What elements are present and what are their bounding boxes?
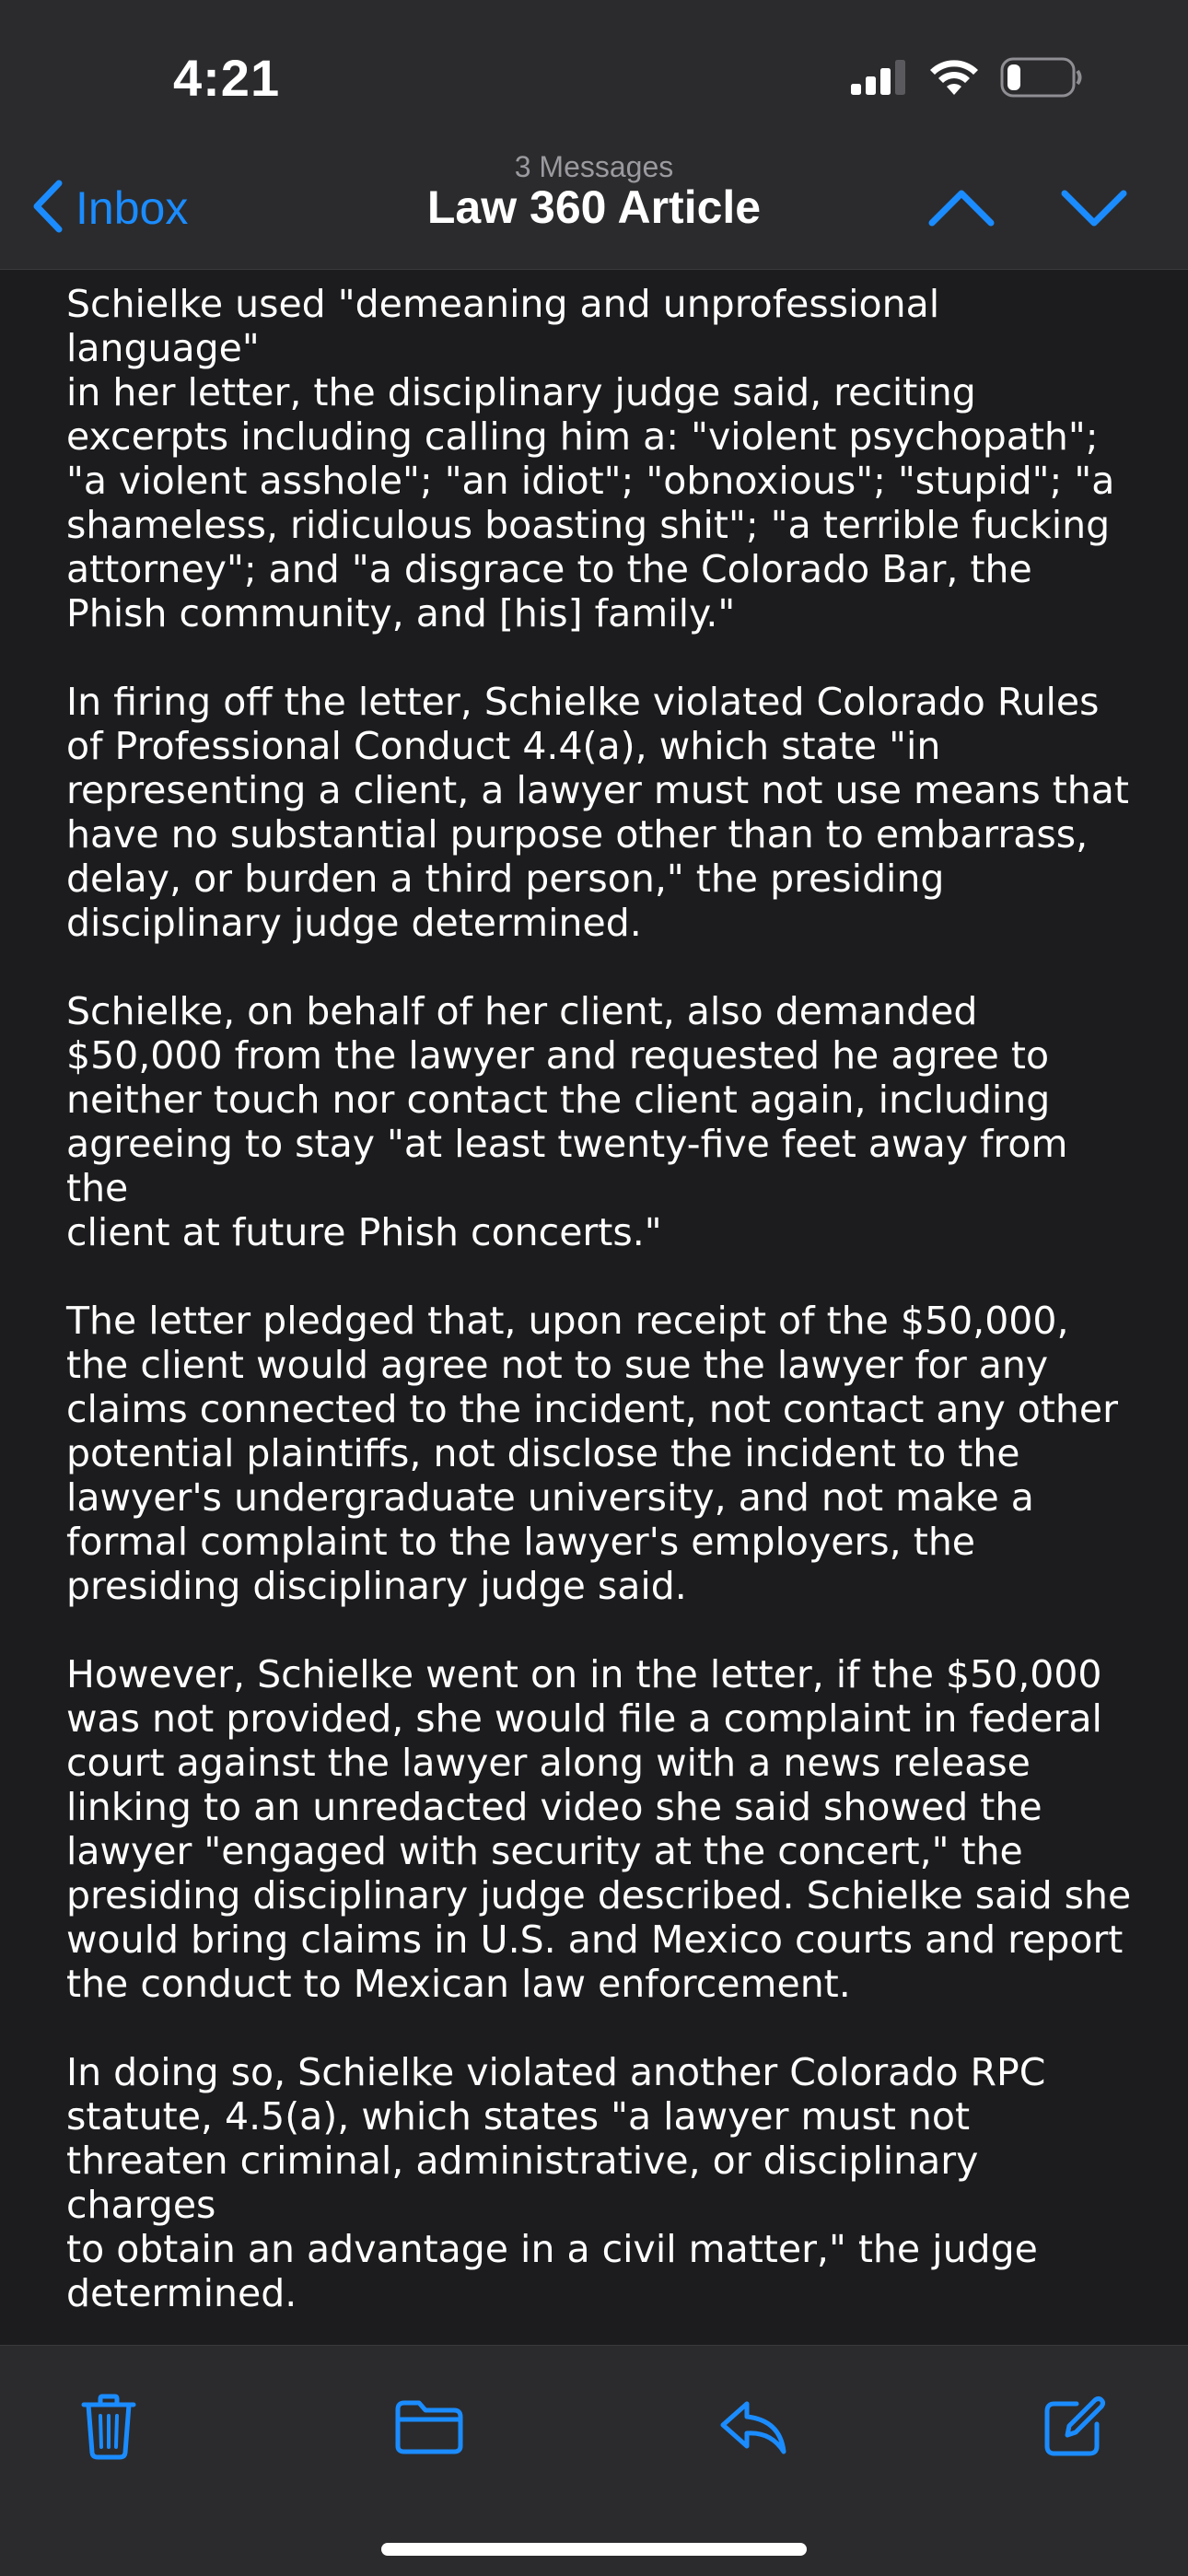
battery-icon: [1000, 57, 1083, 101]
chevron-up-icon: [926, 222, 996, 239]
move-to-folder-button[interactable]: [392, 2392, 466, 2465]
top-bar: [0, 0, 1188, 270]
compose-button[interactable]: [1037, 2392, 1111, 2465]
message-count: 3 Messages: [514, 150, 674, 183]
compose-icon: [1042, 2395, 1106, 2463]
cellular-signal-icon: [851, 60, 908, 99]
page-title: Law 360 Article: [426, 181, 762, 233]
reply-button[interactable]: [716, 2392, 790, 2465]
status-time: 4:21: [173, 49, 281, 107]
bottom-toolbar: [0, 2345, 1188, 2576]
message-body: [66, 282, 1135, 2345]
body-paragraph: The letter pledged that, upon receipt of the $50,000, the client would agree not to sue the lawyer for any claims connected to the incident, not contact any other potential plaintiffs, not disclose the incident to the lawyer's undergraduate university, and not make a formal complaint to the lawyer's employers, the presiding disciplinary judge said.: [66, 1299, 1118, 1608]
body-paragraph: Schielke used "demeaning and unprofessional language" in her letter, the disciplinary judge said, reciting excerpts including calling him a: "violent psychopath"; "a violent asshole"; "an idiot"; "obnoxious"; "stupid"; "a shameless, ridiculous boasting shit"; "a terrible fucking attorney"; and "a disgrace to the Colorado Bar, the Phish community, and [his] family.": [66, 282, 1115, 635]
home-indicator[interactable]: [381, 2543, 807, 2556]
body-paragraph: In doing so, Schielke violated another Colorado RPC statute, 4.5(a), which states "a lawyer must not threaten criminal, administrative, or disciplinary charges to obtain an advantage in a civil matter," the judge determined.: [66, 2050, 1046, 2315]
body-paragraph: However, Schielke went on in the letter, if the $50,000 was not provided, she would file a complaint in federal court against the lawyer along with a news release linking to an unredacted video she said showed the lawyer "engaged with security at the concert," the presiding disciplinary judge described. Schielke said she would bring claims in U.S. and Mexico courts and report the conduct to Mexican law enforcement.: [66, 1652, 1132, 2006]
body-paragraph: In firing off the letter, Schielke violated Colorado Rules of Professional Conduct 4.4(a), which state "in representing a client, a lawyer must not use means that have no substantial purpose other than to embarrass, delay, or burden a third person," the presiding disciplinary judge determined.: [66, 680, 1129, 945]
body-paragraph: Schielke, on behalf of her client, also demanded $50,000 from the lawyer and requested he agree to neither touch nor contact the client again, including agreeing to stay "at least twenty-five feet away from the client at future Phish concerts.": [66, 989, 1068, 1254]
status-icons: [851, 57, 1083, 101]
folder-icon: [394, 2398, 464, 2459]
back-button-label: Inbox: [76, 182, 189, 234]
wifi-icon: [928, 58, 980, 100]
previous-message-button[interactable]: [926, 181, 996, 239]
trash-button[interactable]: [72, 2392, 146, 2465]
trash-icon: [80, 2394, 137, 2464]
reply-icon: [719, 2398, 787, 2459]
next-message-button[interactable]: [1059, 181, 1129, 239]
chevron-down-icon: [1059, 222, 1129, 239]
